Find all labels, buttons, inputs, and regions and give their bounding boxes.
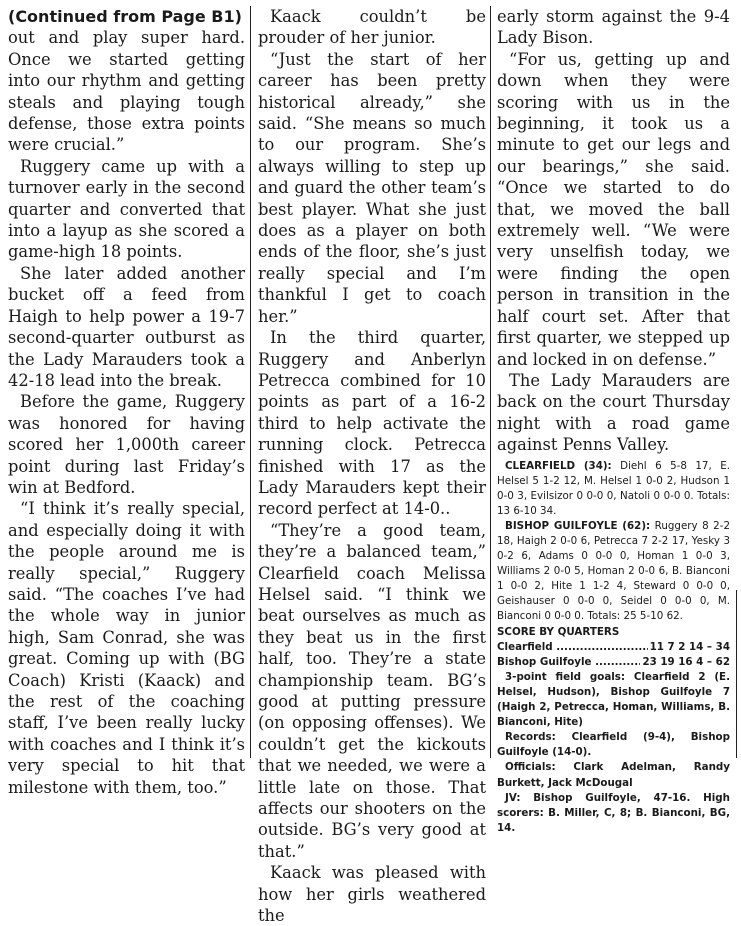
clearfield-team-label: CLEARFIELD (34):	[505, 459, 612, 472]
score-row-scores: 11 7 2 14 – 34	[649, 640, 730, 653]
continued-from-label: (Continued from Page B1)	[8, 7, 242, 26]
article-paragraph: out and play super hard. Once we started getting into our rhythm and getting steals and playing tough defense, those extra points were crucial.”	[8, 28, 245, 155]
score-row-team: Bishop Guilfoyle .....	[497, 655, 640, 670]
article-column-1	[8, 6, 245, 798]
article-paragraph: Kaack was pleased with how her girls weathered the	[258, 863, 486, 926]
article-paragraph: The Lady Marauders are back on the court Thursday night with a road game against Penns Valley.	[497, 370, 730, 455]
article-paragraph: “For us, getting up and down when they were scoring with us in the beginning, it took us a minute to get our legs and our bearings,” she said. “Once we started to do that, we moved the ball extremely well. “We were very unselfish today, we were finding the open person in transition in the half court set. After that first quarter, we stepped up and locked in on defense.”	[497, 49, 730, 369]
article-paragraph: early storm against the 9-4 Lady Bison.	[497, 7, 730, 48]
article-paragraph: Ruggery came up with a turnover early in the second quarter and converted that into a layup as she scored a game-high 18 points.	[8, 156, 245, 262]
column-rule	[490, 6, 491, 758]
article-paragraph: Before the game, Ruggery was honored for having scored her 1,000th career point during last Friday’s win at Bedford.	[8, 392, 245, 497]
article-paragraph: “They’re a good team, they’re a balanced team,” Clearfield coach Melissa Helsel said. “I think we beat ourselves as much as they beat us in the first half, too. They’re a state championship team. BG’s good at putting pressure (on opposing offenses). We couldn’t get the kickouts that we needed, we were a little late on those. That affects our shooters on the outside. BG’s very good at that.”	[258, 520, 486, 861]
three-point-goals: 3-point field goals: Clearfield 2 (E. Helsel, Hudson), Bishop Guilfoyle 7 (Haigh 2, Petrecca, Homan, Williams, B. Bianconi, Hite)	[497, 670, 730, 729]
clearfield-players: Diehl 6 5-8 17, E. Helsel 5 1-2 12, M. Helsel 1 0-0 2, Hudson 1 0-0 3, Evilsizor 0 0-0 0, Natoli 0 0-0 0. Totals: 13 6-10 34.	[497, 459, 730, 517]
jv-result: JV: Bishop Guilfoyle, 47-16. High scorers: B. Miller, C, 8; B. Bianconi, BG, 14.	[497, 791, 730, 834]
officials: Officials: Clark Adelman, Randy Burkett, Jack McDougal	[497, 761, 730, 789]
score-row-bishop-guilfoyle	[497, 655, 730, 670]
score-row-team: Clearfield .....	[497, 640, 648, 655]
records: Records: Clearfield (9-4), Bishop Guilfoyle (14-0).	[497, 731, 730, 759]
box-score	[497, 459, 730, 836]
article-paragraph: “Just the start of her career has been pretty historical already,” she said. “She means so much to our program. She’s always willing to step up and guard the other team’s best player. What she just does as a player on both ends of the floor, she’s just really special and I’m thankful I get to coach her.”	[258, 49, 486, 326]
bg-line	[497, 519, 730, 625]
article-column-2	[258, 6, 486, 926]
bg-team-label: BISHOP GUILFOYLE (62):	[505, 519, 651, 532]
article-paragraph: In the third quarter, Ruggery and Anberlyn Petrecca combined for 10 points as part of a 16-2 third to help activate the running clock. Petrecca finished with 17 as the Lady Marauders kept their record perfect at 14-0..	[258, 328, 486, 519]
column-rule	[250, 6, 251, 758]
bg-players: Ruggery 8 2-2 18, Haigh 2 0-0 6, Petrecca 7 2-2 17, Yesky 3 0-2 6, Adams 0 0-0 0, Homan 1 0-0 3, Williams 2 0-0 5, Homan 2 0-0 6, B. Bianconi 1 0-0 2, Hite 1 1-2 4, Steward 0 0-0 0, Geishauser 0 0-0 0, Seidel 0 0-0 0, M. Bianconi 0 0-0 0. Totals: 25 5-10 62.	[497, 519, 730, 623]
article-paragraph: “I think it’s really special, and especially doing it with the people around me is really special,” Ruggery said. “The coaches I’ve had the whole way in junior high, Sam Conrad, she was great. Coming up with (BG Coach) Kristi (Kaack) and the rest of the coaching staff, I’ve been really lucky with coaches and I think it’s very special to hit that milestone with them, too.”	[8, 499, 245, 797]
score-by-quarters-heading: SCORE BY QUARTERS	[497, 625, 620, 638]
article-column-3	[497, 6, 730, 836]
score-row-scores: 23 19 16 4 – 62	[642, 655, 730, 668]
score-row-clearfield	[497, 640, 730, 655]
clearfield-line	[497, 459, 730, 519]
edge-rule	[736, 590, 737, 758]
article-paragraph: Kaack couldn’t be prouder of her junior.	[258, 7, 486, 48]
article-paragraph: She later added another bucket off a feed from Haigh to help power a 19-7 second-quarter outburst as the Lady Marauders took a 42-18 lead into the break.	[8, 263, 245, 390]
